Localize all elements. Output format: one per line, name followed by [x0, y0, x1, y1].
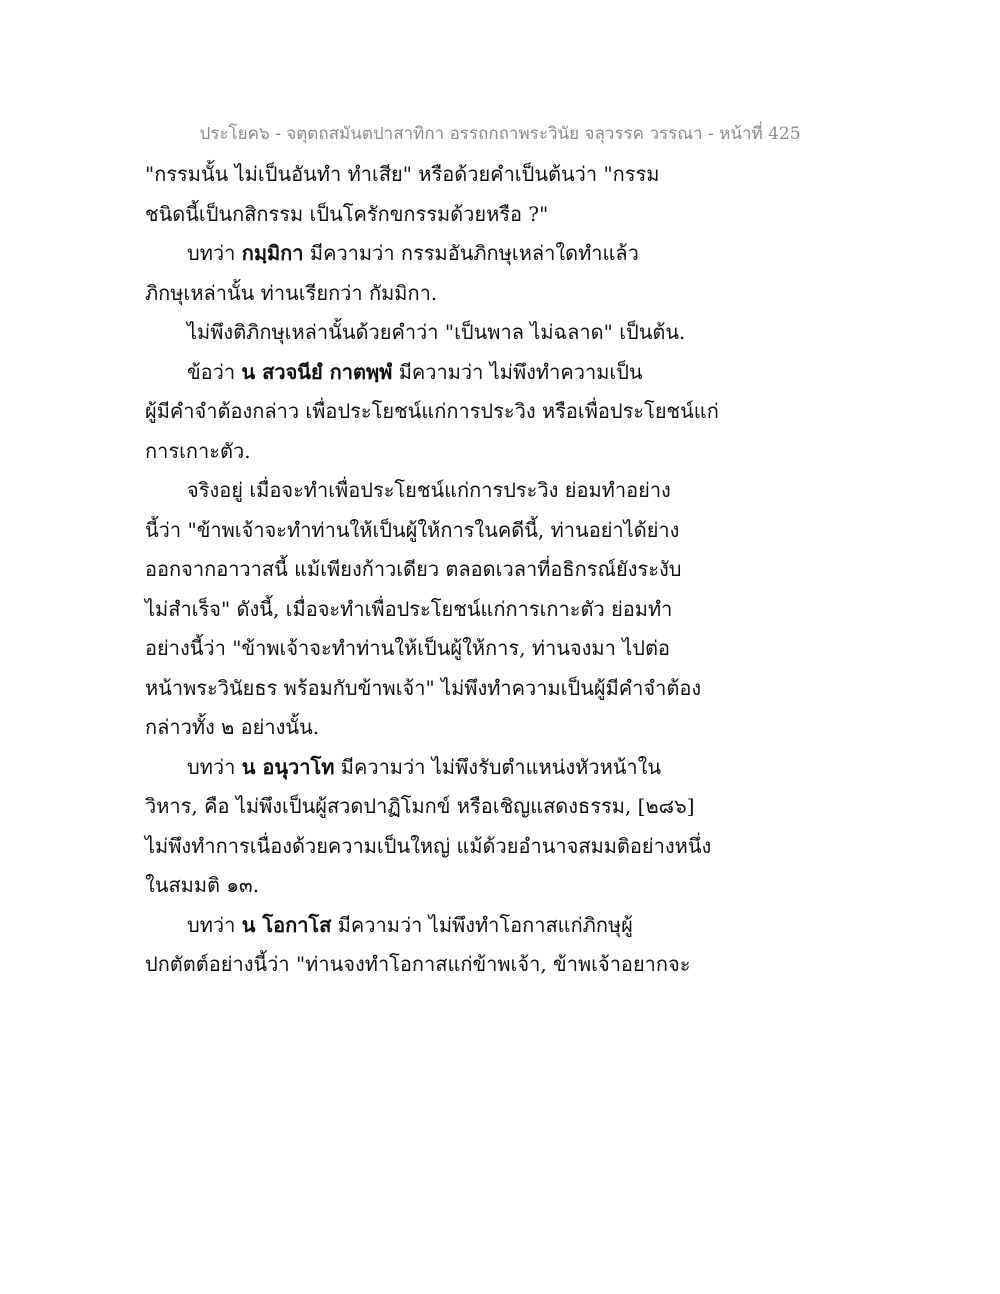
- text-run: บทว่า: [187, 241, 242, 265]
- text-run: ในสมมติ ๑๓.: [145, 873, 260, 897]
- text-line: [145, 435, 745, 475]
- text-line: [145, 474, 745, 514]
- term-bold: น สวจนียํ กาตพฺพํ: [241, 359, 393, 384]
- text-run: บทว่า: [187, 754, 242, 779]
- text-line: [145, 632, 745, 672]
- text-run: ผู้มีคำจำต้องกล่าว เพื่อประโยชน์แก่การประวิง หรือเพื่อประโยชน์แก่: [145, 399, 719, 423]
- term-bold: น อนุวาโท: [241, 754, 335, 779]
- text-line: [145, 948, 745, 988]
- text-run: มีความว่า ไม่พึงทำโอกาสแก่ภิกษุผู้: [331, 912, 633, 937]
- text-run: ไม่สำเร็จ" ดังนี้, เมื่อจะทำเพื่อประโยชน์แก่การเกาะตัว ย่อมทำ: [145, 596, 673, 621]
- text-run: มีความว่า ไม่พึงทำความเป็น: [392, 359, 643, 384]
- text-run: ไม่พึงทำการเนื่องด้วยความเป็นใหญ่ แม้ด้วยอำนาจสมมติอย่างหนึ่ง: [145, 833, 712, 858]
- text-line: [145, 751, 745, 791]
- text-run: "กรรมนั้น ไม่เป็นอันทำ ทำเสีย" หรือด้วยคำเป็นต้นว่า "กรรม: [145, 162, 660, 186]
- text-line: [145, 198, 745, 238]
- text-line: [145, 909, 745, 949]
- text-run: มีความว่า กรรมอันภิกษุเหล่าใดทำแล้ว: [303, 241, 639, 265]
- term-bold: น โอกาโส: [241, 912, 332, 937]
- text-line: [145, 237, 745, 277]
- text-run: หน้าพระวินัยธร พร้อมกับข้าพเจ้า" ไม่พึงทำความเป็นผู้มีคำจำต้อง: [145, 675, 702, 700]
- page-header: ประโยค๖ - จตุตถสมันตปาสาทิกา อรรถกถาพระวินัย จลุวรรค วรรณา - หน้าที่ 425: [199, 124, 801, 144]
- text-line: [145, 672, 745, 712]
- text-run: ข้อว่า: [187, 359, 242, 384]
- text-line: [145, 158, 745, 198]
- text-run: ออกจากอาวาสนี้ แม้เพียงก้าวเดียว ตลอดเวลาที่อธิกรณ์ยังระงับ: [145, 557, 682, 581]
- text-line: [145, 514, 745, 554]
- text-run: บทว่า: [187, 912, 242, 937]
- text-line: [145, 711, 745, 751]
- text-run: นี้ว่า "ข้าพเจ้าจะทำท่านให้เป็นผู้ให้การในคดีนี้, ท่านอย่าได้ย่าง: [145, 517, 680, 542]
- text-run: ไม่พึงติภิกษุเหล่านั้นด้วยคำว่า "เป็นพาล ไม่ฉลาด" เป็นต้น.: [187, 320, 686, 344]
- body-text: [145, 158, 745, 988]
- text-run: มีความว่า ไม่พึงรับตำแหน่งหัวหน้าใน: [334, 754, 662, 779]
- text-line: [145, 356, 745, 396]
- text-run: วิหาร, คือ ไม่พึงเป็นผู้สวดปาฏิโมกข์ หรือเชิญแสดงธรรม, [๒๘๖]: [145, 794, 695, 818]
- text-line: [145, 277, 745, 317]
- term-bold: กมฺมิกา: [241, 241, 304, 265]
- text-run: กล่าวทั้ง ๒ อย่างนั้น.: [145, 715, 320, 739]
- text-line: [145, 830, 745, 870]
- text-line: [145, 316, 745, 356]
- text-line: [145, 553, 745, 593]
- text-run: การเกาะตัว.: [145, 438, 251, 463]
- text-run: จริงอยู่ เมื่อจะทำเพื่อประโยชน์แก่การประวิง ย่อมทำอย่าง: [187, 478, 671, 502]
- text-run: ปกตัตต์อย่างนี้ว่า "ท่านจงทำโอกาสแก่ข้าพเจ้า, ข้าพเจ้าอยากจะ: [145, 952, 691, 976]
- text-line: [145, 593, 745, 633]
- text-line: [145, 395, 745, 435]
- text-run: ชนิดนี้เป็นกสิกรรม เป็นโครักขกรรมด้วยหรือ ?": [145, 201, 549, 226]
- text-run: ภิกษุเหล่านั้น ท่านเรียกว่า กัมมิกา.: [145, 280, 438, 305]
- text-line: [145, 869, 745, 909]
- text-run: อย่างนี้ว่า "ข้าพเจ้าจะทำท่านให้เป็นผู้ให้การ, ท่านจงมา ไปต่อ: [145, 636, 670, 660]
- text-line: [145, 790, 745, 830]
